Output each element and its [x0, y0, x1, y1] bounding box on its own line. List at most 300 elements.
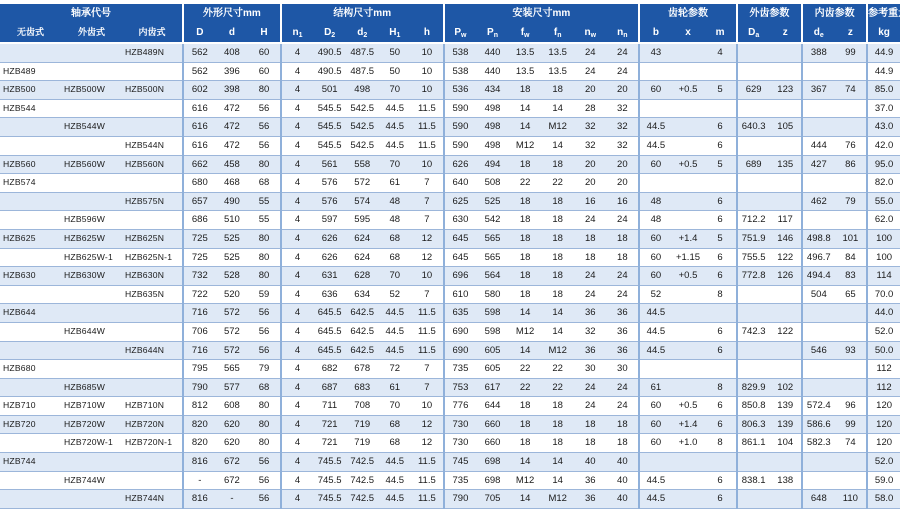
cell-x	[672, 360, 705, 379]
cell-b: 44.5	[639, 341, 672, 360]
cell-H1: 44.5	[379, 341, 412, 360]
cell-d: 572	[216, 322, 249, 341]
cell-H1: 50	[379, 43, 412, 62]
cell-no-gear: HZB489	[0, 62, 61, 81]
cell-n1: 4	[281, 118, 314, 137]
cell-z-internal: 74	[835, 81, 868, 100]
cell-Pw: 590	[444, 118, 477, 137]
cell-no-gear	[0, 322, 61, 341]
cell-fn: M12	[541, 341, 574, 360]
cell-external-type: HZB720W	[61, 415, 122, 434]
cell-nn: 36	[607, 322, 640, 341]
cell-D: 616	[183, 136, 216, 155]
cell-Da	[737, 285, 770, 304]
col-D2: $D_2$	[313, 23, 346, 43]
cell-fn: 18	[541, 285, 574, 304]
cell-external-type	[61, 174, 122, 193]
cell-Da: 629	[737, 81, 770, 100]
cell-n1: 4	[281, 378, 314, 397]
cell-H1: 68	[379, 248, 412, 267]
cell-fw: 18	[509, 229, 542, 248]
cell-nw: 18	[574, 415, 607, 434]
cell-d: 520	[216, 285, 249, 304]
cell-external-type: HZB625W	[61, 229, 122, 248]
cell-z-external	[769, 136, 802, 155]
cell-d: 396	[216, 62, 249, 81]
cell-d2: 634	[346, 285, 379, 304]
cell-kg: 85.0	[867, 81, 900, 100]
cell-nw: 24	[574, 397, 607, 416]
cell-b: 48	[639, 192, 672, 211]
cell-kg: 120	[867, 397, 900, 416]
cell-x	[672, 471, 705, 490]
cell-h: 11.5	[411, 304, 444, 323]
cell-D2: 636	[313, 285, 346, 304]
cell-external-type: HZB544W	[61, 118, 122, 137]
cell-D: 795	[183, 360, 216, 379]
cell-b: 61	[639, 378, 672, 397]
cell-Da: 640.3	[737, 118, 770, 137]
cell-d: 620	[216, 434, 249, 453]
cell-z-external: 104	[769, 434, 802, 453]
cell-D2: 745.5	[313, 471, 346, 490]
cell-Da: 712.2	[737, 211, 770, 230]
cell-external-type	[61, 285, 122, 304]
cell-x: +0.5	[672, 267, 705, 286]
cell-m: 6	[704, 415, 737, 434]
cell-d2: 742.5	[346, 453, 379, 472]
cell-D2: 490.5	[313, 43, 346, 62]
cell-nw: 18	[574, 229, 607, 248]
cell-Pw: 745	[444, 453, 477, 472]
cell-m: 6	[704, 248, 737, 267]
cell-n1: 4	[281, 81, 314, 100]
cell-fw: 14	[509, 453, 542, 472]
cell-Pw: 735	[444, 360, 477, 379]
cell-h: 7	[411, 174, 444, 193]
cell-internal-type	[122, 99, 183, 118]
cell-kg: 52.0	[867, 453, 900, 472]
cell-nn: 30	[607, 360, 640, 379]
cell-nw: 36	[574, 471, 607, 490]
cell-z-external	[769, 453, 802, 472]
cell-b	[639, 453, 672, 472]
table-row	[0, 397, 900, 416]
slewing-bearing-spec-table	[0, 4, 908, 509]
cell-Pw: 625	[444, 192, 477, 211]
cell-de	[802, 211, 835, 230]
table-row	[0, 322, 900, 341]
cell-Da: 829.9	[737, 378, 770, 397]
cell-Pn: 644	[476, 397, 509, 416]
cell-nw: 24	[574, 211, 607, 230]
cell-no-gear	[0, 490, 61, 509]
cell-D: 602	[183, 81, 216, 100]
cell-no-gear: HZB710	[0, 397, 61, 416]
cell-Pw: 645	[444, 229, 477, 248]
cell-Pw: 538	[444, 43, 477, 62]
cell-Pw: 730	[444, 434, 477, 453]
cell-D2: 745.5	[313, 453, 346, 472]
cell-nw: 18	[574, 434, 607, 453]
col-Pw: $P_w$	[444, 23, 477, 43]
cell-x: +0.5	[672, 81, 705, 100]
cell-H: 80	[248, 415, 281, 434]
cell-h: 10	[411, 267, 444, 286]
cell-D: 562	[183, 62, 216, 81]
cell-x	[672, 174, 705, 193]
cell-H1: 44.5	[379, 453, 412, 472]
cell-internal-type: HZB489N	[122, 43, 183, 62]
cell-no-gear	[0, 378, 61, 397]
cell-nn: 40	[607, 471, 640, 490]
col-h: h	[411, 23, 444, 43]
cell-internal-type: HZB644N	[122, 341, 183, 360]
cell-H: 55	[248, 211, 281, 230]
cell-x	[672, 99, 705, 118]
col-b: b	[639, 23, 672, 43]
cell-x	[672, 192, 705, 211]
cell-H: 56	[248, 322, 281, 341]
cell-Pw: 590	[444, 99, 477, 118]
cell-no-gear: HZB680	[0, 360, 61, 379]
cell-z-internal: 86	[835, 155, 868, 174]
cell-z-internal: 93	[835, 341, 868, 360]
cell-no-gear: HZB720	[0, 415, 61, 434]
cell-D2: 721	[313, 434, 346, 453]
cell-fw: 22	[509, 378, 542, 397]
cell-Pw: 610	[444, 285, 477, 304]
cell-nn: 18	[607, 248, 640, 267]
cell-n1: 4	[281, 285, 314, 304]
table-row	[0, 99, 900, 118]
cell-Da	[737, 192, 770, 211]
cell-fn: 18	[541, 229, 574, 248]
cell-D: 816	[183, 453, 216, 472]
cell-z-internal	[835, 360, 868, 379]
cell-H: 80	[248, 155, 281, 174]
cell-H: 56	[248, 304, 281, 323]
cell-d: 472	[216, 136, 249, 155]
cell-d2: 742.5	[346, 471, 379, 490]
cell-Pn: 440	[476, 43, 509, 62]
cell-de: 504	[802, 285, 835, 304]
cell-fw: 22	[509, 174, 542, 193]
cell-n1: 4	[281, 434, 314, 453]
cell-fw: 18	[509, 192, 542, 211]
cell-Pn: 617	[476, 378, 509, 397]
cell-Da	[737, 453, 770, 472]
cell-H: 80	[248, 229, 281, 248]
cell-D: 686	[183, 211, 216, 230]
cell-h: 11.5	[411, 136, 444, 155]
cell-d2: 719	[346, 434, 379, 453]
cell-x	[672, 341, 705, 360]
cell-fw: 18	[509, 285, 542, 304]
cell-kg: 95.0	[867, 155, 900, 174]
cell-h: 11.5	[411, 490, 444, 509]
cell-H1: 72	[379, 360, 412, 379]
cell-external-type: HZB710W	[61, 397, 122, 416]
cell-z-internal: 65	[835, 285, 868, 304]
cell-z-internal	[835, 174, 868, 193]
cell-Da	[737, 43, 770, 62]
cell-m	[704, 453, 737, 472]
cell-Pn: 660	[476, 434, 509, 453]
cell-D2: 576	[313, 192, 346, 211]
cell-n1: 4	[281, 174, 314, 193]
cell-kg: 114	[867, 267, 900, 286]
cell-nn: 24	[607, 267, 640, 286]
cell-nw: 36	[574, 341, 607, 360]
cell-d2: 683	[346, 378, 379, 397]
cell-fw: 14	[509, 304, 542, 323]
cell-b: 60	[639, 434, 672, 453]
cell-fn: 18	[541, 211, 574, 230]
cell-nw: 16	[574, 192, 607, 211]
cell-z-internal: 99	[835, 43, 868, 62]
cell-d2: 542.5	[346, 99, 379, 118]
cell-external-type: HZB644W	[61, 322, 122, 341]
cell-Pn: 605	[476, 341, 509, 360]
cell-d2: 624	[346, 229, 379, 248]
cell-Da	[737, 62, 770, 81]
table-row	[0, 378, 900, 397]
cell-H1: 44.5	[379, 136, 412, 155]
col-m: m	[704, 23, 737, 43]
cell-d: 565	[216, 360, 249, 379]
cell-no-gear	[0, 285, 61, 304]
cell-z-external	[769, 62, 802, 81]
cell-D2: 645.5	[313, 341, 346, 360]
cell-external-type	[61, 304, 122, 323]
cell-nn: 18	[607, 415, 640, 434]
cell-external-type	[61, 490, 122, 509]
cell-D2: 711	[313, 397, 346, 416]
cell-h: 12	[411, 434, 444, 453]
cell-Pn: 498	[476, 118, 509, 137]
cell-nn: 20	[607, 81, 640, 100]
cell-fw: 18	[509, 397, 542, 416]
cell-d2: 595	[346, 211, 379, 230]
cell-x	[672, 43, 705, 62]
cell-no-gear	[0, 341, 61, 360]
cell-d2: 678	[346, 360, 379, 379]
table-row	[0, 360, 900, 379]
cell-n1: 4	[281, 397, 314, 416]
cell-z-external	[769, 99, 802, 118]
cell-fn: M12	[541, 490, 574, 509]
cell-Da: 838.1	[737, 471, 770, 490]
cell-x	[672, 211, 705, 230]
cell-internal-type	[122, 62, 183, 81]
cell-nn: 32	[607, 136, 640, 155]
col-z-external: z	[769, 23, 802, 43]
cell-Da	[737, 99, 770, 118]
cell-Da: 861.1	[737, 434, 770, 453]
col-de: $d_e$	[802, 23, 835, 43]
cell-Da	[737, 136, 770, 155]
cell-Pw: 753	[444, 378, 477, 397]
cell-internal-type	[122, 378, 183, 397]
cell-z-external	[769, 341, 802, 360]
cell-nw: 30	[574, 360, 607, 379]
cell-internal-type: HZB575N	[122, 192, 183, 211]
cell-nn: 24	[607, 397, 640, 416]
cell-d: -	[216, 490, 249, 509]
cell-Pw: 790	[444, 490, 477, 509]
cell-external-type: HZB560W	[61, 155, 122, 174]
table-row	[0, 81, 900, 100]
cell-z-internal: 79	[835, 192, 868, 211]
cell-nn: 32	[607, 99, 640, 118]
cell-H: 60	[248, 43, 281, 62]
cell-de	[802, 118, 835, 137]
cell-H: 59	[248, 285, 281, 304]
header-group-row	[0, 4, 900, 23]
cell-z-internal: 99	[835, 415, 868, 434]
cell-Pn: 660	[476, 415, 509, 434]
cell-de: 494.4	[802, 267, 835, 286]
cell-fn: 18	[541, 267, 574, 286]
cell-H1: 61	[379, 378, 412, 397]
cell-internal-type: HZB710N	[122, 397, 183, 416]
cell-fw: 18	[509, 267, 542, 286]
cell-Pn: 440	[476, 62, 509, 81]
table-row	[0, 285, 900, 304]
cell-kg: 55.0	[867, 192, 900, 211]
cell-n1: 4	[281, 248, 314, 267]
col-internal-type: 内齿式	[122, 23, 183, 43]
cell-de	[802, 99, 835, 118]
cell-external-type: HZB630W	[61, 267, 122, 286]
cell-kg: 82.0	[867, 174, 900, 193]
cell-d2: 487.5	[346, 62, 379, 81]
cell-nn: 36	[607, 341, 640, 360]
cell-z-internal	[835, 118, 868, 137]
col-H: H	[248, 23, 281, 43]
cell-nw: 24	[574, 62, 607, 81]
cell-Da: 772.8	[737, 267, 770, 286]
cell-de: 586.6	[802, 415, 835, 434]
cell-kg: 50.0	[867, 341, 900, 360]
cell-D: 722	[183, 285, 216, 304]
cell-m: 8	[704, 285, 737, 304]
cell-d2: 558	[346, 155, 379, 174]
cell-h: 11.5	[411, 99, 444, 118]
cell-nn: 24	[607, 211, 640, 230]
cell-x	[672, 136, 705, 155]
cell-b: 60	[639, 267, 672, 286]
cell-D2: 576	[313, 174, 346, 193]
cell-d: 510	[216, 211, 249, 230]
cell-H1: 61	[379, 174, 412, 193]
cell-nw: 20	[574, 81, 607, 100]
cell-external-type	[61, 62, 122, 81]
cell-no-gear	[0, 434, 61, 453]
cell-z-internal: 110	[835, 490, 868, 509]
cell-H: 56	[248, 490, 281, 509]
cell-Da	[737, 490, 770, 509]
table-row	[0, 341, 900, 360]
cell-x	[672, 285, 705, 304]
cell-nw: 36	[574, 490, 607, 509]
cell-Da: 689	[737, 155, 770, 174]
cell-internal-type	[122, 360, 183, 379]
cell-internal-type: HZB720N-1	[122, 434, 183, 453]
cell-h: 7	[411, 211, 444, 230]
cell-H1: 68	[379, 415, 412, 434]
cell-z-external	[769, 490, 802, 509]
cell-internal-type	[122, 322, 183, 341]
cell-Pw: 536	[444, 81, 477, 100]
cell-m: 8	[704, 378, 737, 397]
cell-kg: 62.0	[867, 211, 900, 230]
cell-internal-type: HZB500N	[122, 81, 183, 100]
cell-Pw: 640	[444, 174, 477, 193]
col-d: d	[216, 23, 249, 43]
cell-h: 7	[411, 285, 444, 304]
table-row	[0, 471, 900, 490]
cell-D: 706	[183, 322, 216, 341]
cell-b: 60	[639, 81, 672, 100]
cell-kg: 44.0	[867, 304, 900, 323]
cell-nn: 40	[607, 453, 640, 472]
cell-D2: 745.5	[313, 490, 346, 509]
cell-m: 5	[704, 81, 737, 100]
cell-no-gear: HZB644	[0, 304, 61, 323]
cell-Pn: 494	[476, 155, 509, 174]
table-row	[0, 304, 900, 323]
cell-m: 6	[704, 471, 737, 490]
cell-b: 60	[639, 229, 672, 248]
cell-D: 680	[183, 174, 216, 193]
cell-external-type: HZB596W	[61, 211, 122, 230]
cell-m: 6	[704, 136, 737, 155]
cell-d2: 574	[346, 192, 379, 211]
cell-nn: 24	[607, 378, 640, 397]
col-fn: $f_n$	[541, 23, 574, 43]
cell-fw: 18	[509, 415, 542, 434]
cell-H1: 68	[379, 229, 412, 248]
cell-z-external: 139	[769, 397, 802, 416]
cell-d2: 487.5	[346, 43, 379, 62]
cell-H1: 70	[379, 81, 412, 100]
cell-de	[802, 304, 835, 323]
cell-D: 820	[183, 415, 216, 434]
cell-x: +1.15	[672, 248, 705, 267]
cell-m: 8	[704, 434, 737, 453]
table-row	[0, 136, 900, 155]
col-nn: $n_n$	[607, 23, 640, 43]
cell-H: 55	[248, 192, 281, 211]
cell-z-external	[769, 304, 802, 323]
cell-fw: M12	[509, 136, 542, 155]
cell-de: 496.7	[802, 248, 835, 267]
table-row	[0, 490, 900, 509]
cell-no-gear: HZB560	[0, 155, 61, 174]
cell-H1: 44.5	[379, 490, 412, 509]
cell-D: 662	[183, 155, 216, 174]
cell-nn: 20	[607, 174, 640, 193]
cell-x	[672, 62, 705, 81]
table-row	[0, 43, 900, 62]
cell-de: 648	[802, 490, 835, 509]
cell-nn: 24	[607, 285, 640, 304]
cell-kg: 42.0	[867, 136, 900, 155]
cell-b: 44.5	[639, 471, 672, 490]
cell-h: 10	[411, 155, 444, 174]
